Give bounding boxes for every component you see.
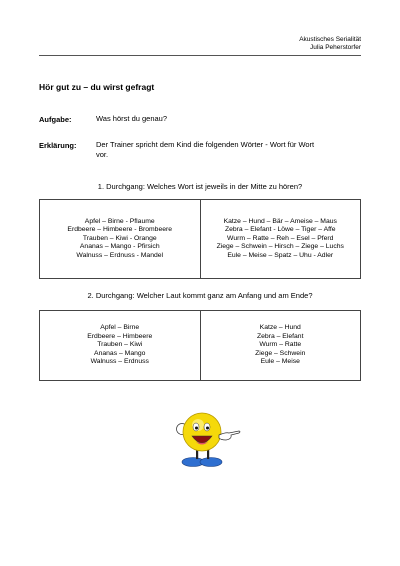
task-label: Aufgabe: <box>39 115 72 124</box>
word-group: Ziege – Schwein – Hirsch – Ziege – Luchs <box>216 243 344 251</box>
page-title: Hör gut zu – du wirst gefragt <box>39 82 155 92</box>
pass-2-table <box>39 310 361 381</box>
pass-1-left-cell <box>40 200 201 279</box>
word-group: Wurm – Ratte – Reh – Esel – Pferd <box>227 234 334 242</box>
word-group: Trauben – Kiwi <box>97 341 143 349</box>
word-group: Walnuss – Erdnuss <box>90 358 149 366</box>
explanation-label: Erklärung: <box>39 141 77 150</box>
header-topic: Akustisches Serialität <box>299 36 361 43</box>
word-group: Ananas – Mango <box>94 349 146 357</box>
word-group: Ziege – Schwein <box>255 349 306 357</box>
word-group: Ananas – Mango - Pfirsich <box>79 243 160 251</box>
word-group: Katze – Hund – Bär – Ameise – Maus <box>223 217 337 225</box>
task-text: Was hörst du genau? <box>96 114 168 123</box>
pass-1-table <box>39 199 361 279</box>
page-header <box>299 36 361 52</box>
pass-2-right-cell <box>200 311 361 381</box>
word-group: Apfel – Birne <box>100 324 140 332</box>
word-group: Zebra – Elefant - Löwe – Tiger – Affe <box>224 226 336 234</box>
word-group: Wurm – Ratte <box>259 341 302 349</box>
pass-1-heading: 1. Durchgang: Welches Wort ist jeweils in der Mitte zu hören? <box>97 182 303 191</box>
explanation-line-1: Der Trainer spricht dem Kind die folgenden Wörter - Wort für Wort <box>96 140 315 149</box>
word-group: Eule – Meise – Spatz – Uhu - Adler <box>227 251 334 259</box>
word-group: Apfel – Birne - Pflaume <box>84 217 155 225</box>
word-group: Eule – Meise <box>260 358 300 366</box>
word-group: Walnuss – Erdnuss - Mandel <box>76 251 164 259</box>
word-group: Katze – Hund <box>259 324 301 332</box>
word-group: Zebra – Elefant <box>257 332 304 340</box>
word-group: Trauben – Kiwi - Orange <box>82 234 157 242</box>
pointing-smiley-icon <box>168 410 244 468</box>
explanation-line-2: vor. <box>96 150 109 159</box>
header-author: Julia Peherstorfer <box>310 44 361 51</box>
pass-2-left-cell <box>40 311 201 381</box>
word-group: Erdbeere – Himbeere <box>87 332 153 340</box>
explanation-text <box>96 140 314 160</box>
header-divider <box>39 55 361 56</box>
pass-2-heading: 2. Durchgang: Welcher Laut kommt ganz am Anfang und am Ende? <box>87 291 313 300</box>
pass-1-right-cell <box>200 200 361 279</box>
word-group: Erdbeere – Himbeere - Brombeere <box>67 226 173 234</box>
